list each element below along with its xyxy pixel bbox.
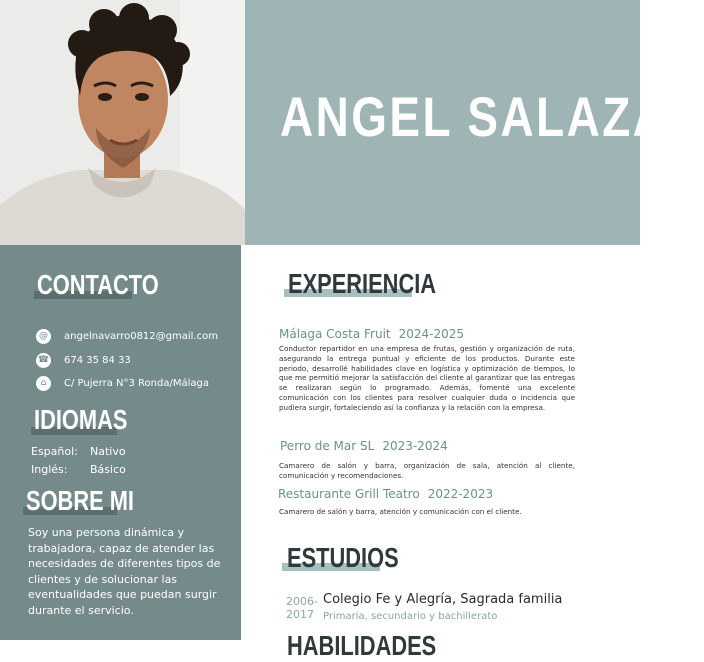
- main-content: [241, 245, 640, 661]
- habilidades-title: HABILIDADES: [287, 630, 437, 661]
- language-name: Inglés:: [31, 463, 68, 476]
- experiencia-title: EXPERIENCIA: [288, 268, 437, 299]
- job-description: Conductor repartidor en una empresa de frutas, gestión y organización de ruta, asegurando la entrega puntual y eficiente de los productos. Durante este periodo, desarrollé habilidades clave en logística y optimización de tiempos, lo que me permitió mejorar la satisfacción del cliente al garantizar que las entregas se realizaran según lo programado. Además, fomenté una excelente comunicación con los clientes para resolver cualquier duda o incidencia que pudiera surgir, fortaleciendo así la confianza y la relación con la empresa.: [279, 344, 575, 412]
- contact-address: C/ Pujerra N°3 Ronda/Málaga: [64, 377, 209, 389]
- contact-phone-row: [36, 352, 131, 368]
- job-years: 2022-2023: [427, 487, 494, 501]
- about-text: Soy una persona dinámica y trabajadora, capaz de atender las necesidades de diferentes tipos de clientes y de solucionar las eventualidades que puedan surgir durante el servicio.: [28, 526, 221, 617]
- job-description: Camarero de salón y barra, atención y comunicación con el cliente.: [279, 507, 522, 516]
- education-school: Colegio Fe y Alegría, Sagrada familia: [323, 592, 563, 607]
- job-years: 2024-2025: [398, 327, 465, 341]
- job-heading: [279, 327, 464, 341]
- profile-photo-illustration: [0, 0, 245, 245]
- contact-address-row: [36, 375, 209, 391]
- language-item: [31, 445, 126, 458]
- language-level: Nativo: [90, 445, 126, 458]
- job-heading: [278, 487, 493, 501]
- home-icon: ⌂: [36, 376, 51, 391]
- job-heading: [280, 439, 448, 453]
- education-years: 2006-2017: [286, 595, 318, 621]
- job-description: Camarero de salón y barra, organización de sala, atención al cliente, comunicación y recomendaciones.: [279, 461, 575, 480]
- phone-icon: ☎: [36, 353, 51, 368]
- language-level: Básico: [90, 463, 126, 476]
- education-detail: Primaria, secundario y bachillerato: [323, 611, 498, 622]
- sidebar: [0, 245, 241, 640]
- job-company: Restaurante Grill Teatro: [278, 487, 420, 501]
- contact-email-row: [36, 328, 218, 344]
- candidate-name: ANGEL SALAZAR: [280, 85, 704, 148]
- language-name: Español:: [31, 445, 78, 458]
- estudios-title: ESTUDIOS: [287, 542, 399, 573]
- job-company: Perro de Mar SL: [280, 439, 375, 453]
- sobre-mi-title: SOBRE MI: [26, 485, 135, 516]
- job-years: 2023-2024: [382, 439, 448, 453]
- profile-photo: [0, 0, 245, 245]
- email-icon: @: [36, 329, 51, 344]
- contact-email[interactable]: angelnavarro0812@gmail.com: [64, 330, 218, 342]
- job-company: Málaga Costa Fruit: [279, 327, 391, 341]
- contacto-title: CONTACTO: [37, 269, 159, 300]
- language-item: [31, 463, 126, 476]
- contact-phone[interactable]: 674 35 84 33: [64, 354, 131, 366]
- idiomas-title: IDIOMAS: [34, 404, 128, 435]
